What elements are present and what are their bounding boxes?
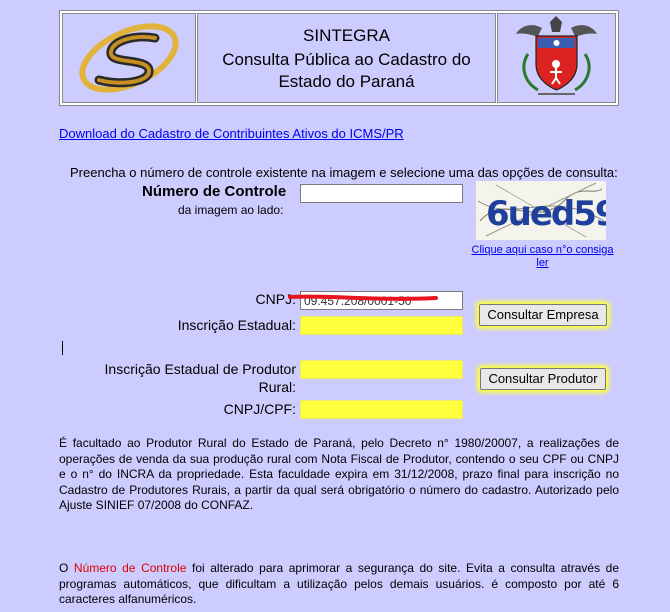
header-table [59,10,619,106]
ie-produtor-label [60,360,296,396]
text-cursor [62,341,63,355]
control-number-sublabel: da imagem ao lado: [178,203,284,217]
consultar-produtor-button[interactable]: Consultar Produtor [480,368,606,390]
page-subtitle-line2: Estado do Paraná [278,72,415,91]
sintegra-logo-icon [63,14,195,102]
control-number-notice [59,561,619,608]
control-number-label: Número de Controle [142,183,287,200]
cnpj-cpf-input[interactable] [300,400,463,419]
ie-input[interactable] [300,316,463,335]
download-cadastro-link[interactable]: Download do Cadastro de Contribuintes Ativos do ICMS/PR [59,126,404,141]
cnpj-cpf-label: CNPJ/CPF: [223,401,296,417]
captcha-refresh-link[interactable]: Clique aqui caso n°o consiga ler [471,244,614,269]
instructions-text: Preencha o número de controle existente na imagem e selecione uma das opções de consulta: [70,165,618,180]
captcha-image [476,181,606,240]
ie-produtor-label-line2: Rural: [258,379,296,395]
coat-of-arms-cell [497,13,616,103]
page-subtitle-line1: Consulta Pública ao Cadastro do [222,50,471,69]
ie-produtor-label-line1: Inscrição Estadual de Produtor [104,361,296,377]
cnpj-label: CNPJ: [255,291,296,307]
notice-prefix: O [59,561,74,575]
notice-highlight: Número de Controle [73,561,187,575]
parana-coat-of-arms-icon [498,14,615,102]
ie-produtor-input[interactable] [300,360,463,379]
consultar-empresa-button[interactable]: Consultar Empresa [479,304,607,326]
captcha-text: 6ued59 [486,194,606,234]
redaction-scribble [288,293,438,303]
ie-label: Inscrição Estadual: [177,317,296,333]
page-title: SINTEGRA [303,26,390,45]
produtor-rural-notice: É facultado ao Produtor Rural do Estado de Paraná, pelo Decreto n° 1980/20007, a realizações de operações de venda da sua produção rural com Nota Fiscal de Produtor, contendo o seu CPF ou CNPJ e o n° do INCRA da propriedade. Esta faculdade expira em 31/12/2008, prazo final para inscrição no Cadastro de Produtores Rurais, a partir da qual será obrigatório o número do cadastro. Autorizado pelo Ajuste SINIEF 07/2008 do CONFAZ. [59,436,619,512]
control-number-input[interactable] [300,184,463,203]
title-cell [197,13,496,103]
sintegra-logo-cell [62,13,196,103]
notice-suffix: foi alterado para aprimorar a segurança do site. Evita a consulta através de programas automáticos, que dificultam a utilização pelos demais usuários. é composto por até 6 caracteres alfanuméricos. [59,561,619,606]
